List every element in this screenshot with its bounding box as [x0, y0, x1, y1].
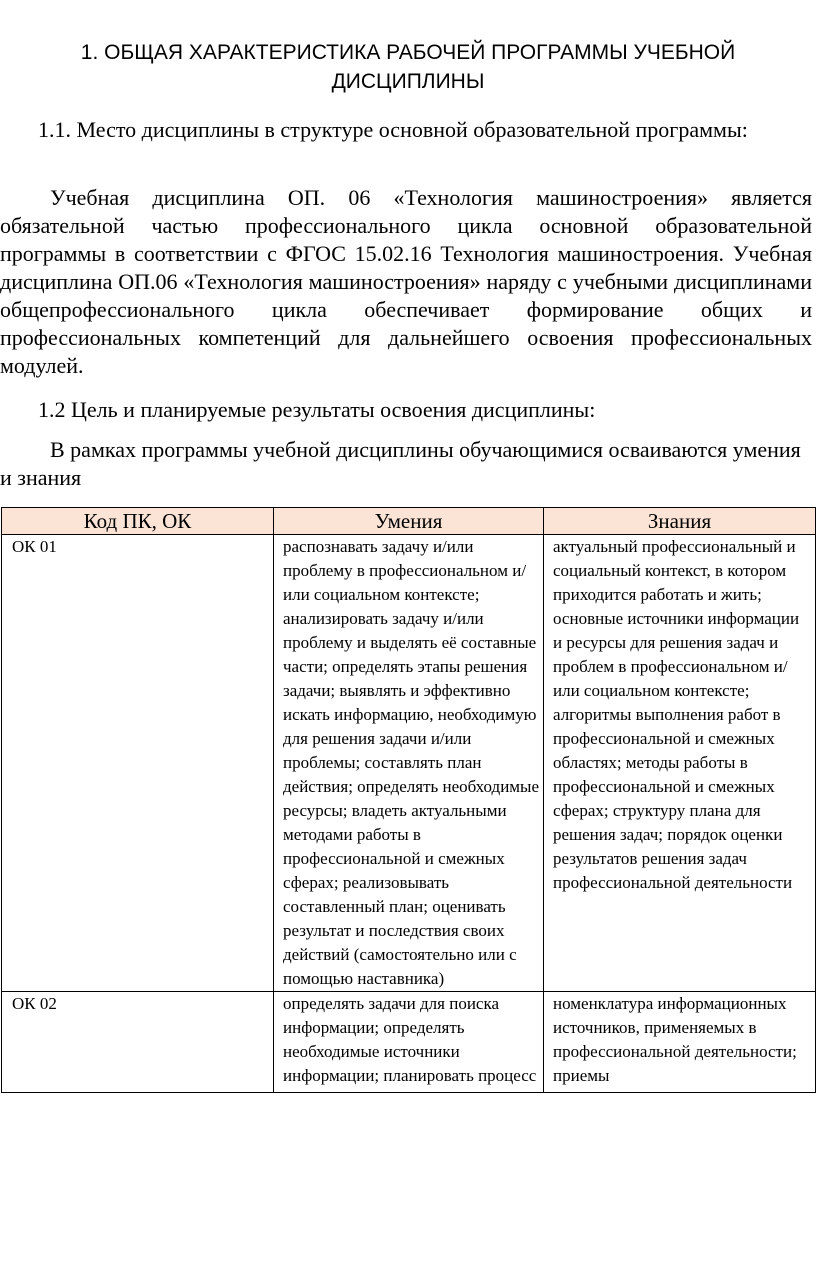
knowledge-text: актуальный профессиональный и социальный контекст, в котором приходится работать и жить; основные источники информации и ресурсы для решения задач и проблем в профессиональном и/или социальном контексте; алгоритмы выполнения работ в профессиональной и смежных областях; методы работы в профессиональной и смежных сферах; структуру плана для решения задач; порядок оценки результатов решения задач профессиональной деятельности: [553, 537, 800, 892]
row-knowledge-cell: [544, 992, 816, 1093]
section-heading: [0, 38, 816, 96]
row-skills-cell: [274, 992, 544, 1093]
row-code-cell: ОК 01: [2, 535, 274, 992]
subsection-title-1-1: 1.1. Место дисциплины в структуре основной образовательной программы:: [38, 117, 748, 142]
skills-text: определять задачи для поиска информации; определять необходимые источники информации; планировать процесс: [283, 994, 537, 1085]
header-skills: Умения: [274, 508, 544, 535]
paragraph-goal: В рамках программы учебной дисциплины обучающимися осваиваются умения и знания: [0, 437, 801, 490]
heading-line-1: 1. ОБЩАЯ ХАРАКТЕРИСТИКА РАБОЧЕЙ ПРОГРАММЫ УЧЕБНОЙ: [80, 41, 736, 64]
row-skills-cell: [274, 535, 544, 992]
skills-text: распознавать задачу и/или проблему в профессиональном и/или социальном контексте; анализировать задачу и/или проблему и выделять её составные части; определять этапы решения задачи; выявлять и эффективно искать информацию, необходимую для решения задачи и/или проблемы; составлять план действия; определять необходимые ресурсы; владеть актуальными методами работы в профессиональной и смежных сферах; реализовывать составленный план; оценивать результат и последствия своих действий (самостоятельно или с помощью наставника): [283, 537, 540, 988]
row-code-cell: ОК 02: [2, 992, 274, 1093]
header-knowledge: Знания: [544, 508, 816, 535]
paragraph-discipline-place: Учебная дисциплина ОП. 06 «Технология машиностроения» является обязательной частью профессионального цикла основной образовательной программы в соответствии с ФГОС 15.02.16 Технология машиностроения. Учебная дисциплина ОП.06 «Технология машиностроения» наряду с учебными дисциплинами общепрофессионального цикла обеспечивает формирование общих и профессиональных компетенций для дальнейшего освоения профессиональных модулей.: [0, 185, 812, 378]
table-row: [2, 992, 816, 1093]
subsection-title-1-2: 1.2 Цель и планируемые результаты освоения дисциплины:: [38, 397, 596, 422]
table-header-row: [2, 508, 816, 535]
heading-line-2: ДИСЦИПЛИНЫ: [331, 70, 485, 93]
table-row: [2, 535, 816, 992]
knowledge-text: номенклатура информационных источников, применяемых в профессиональной деятельности; приемы: [553, 994, 797, 1085]
competencies-table: [1, 507, 816, 1093]
row-knowledge-cell: [544, 535, 816, 992]
header-code: Код ПК, ОК: [2, 508, 274, 535]
